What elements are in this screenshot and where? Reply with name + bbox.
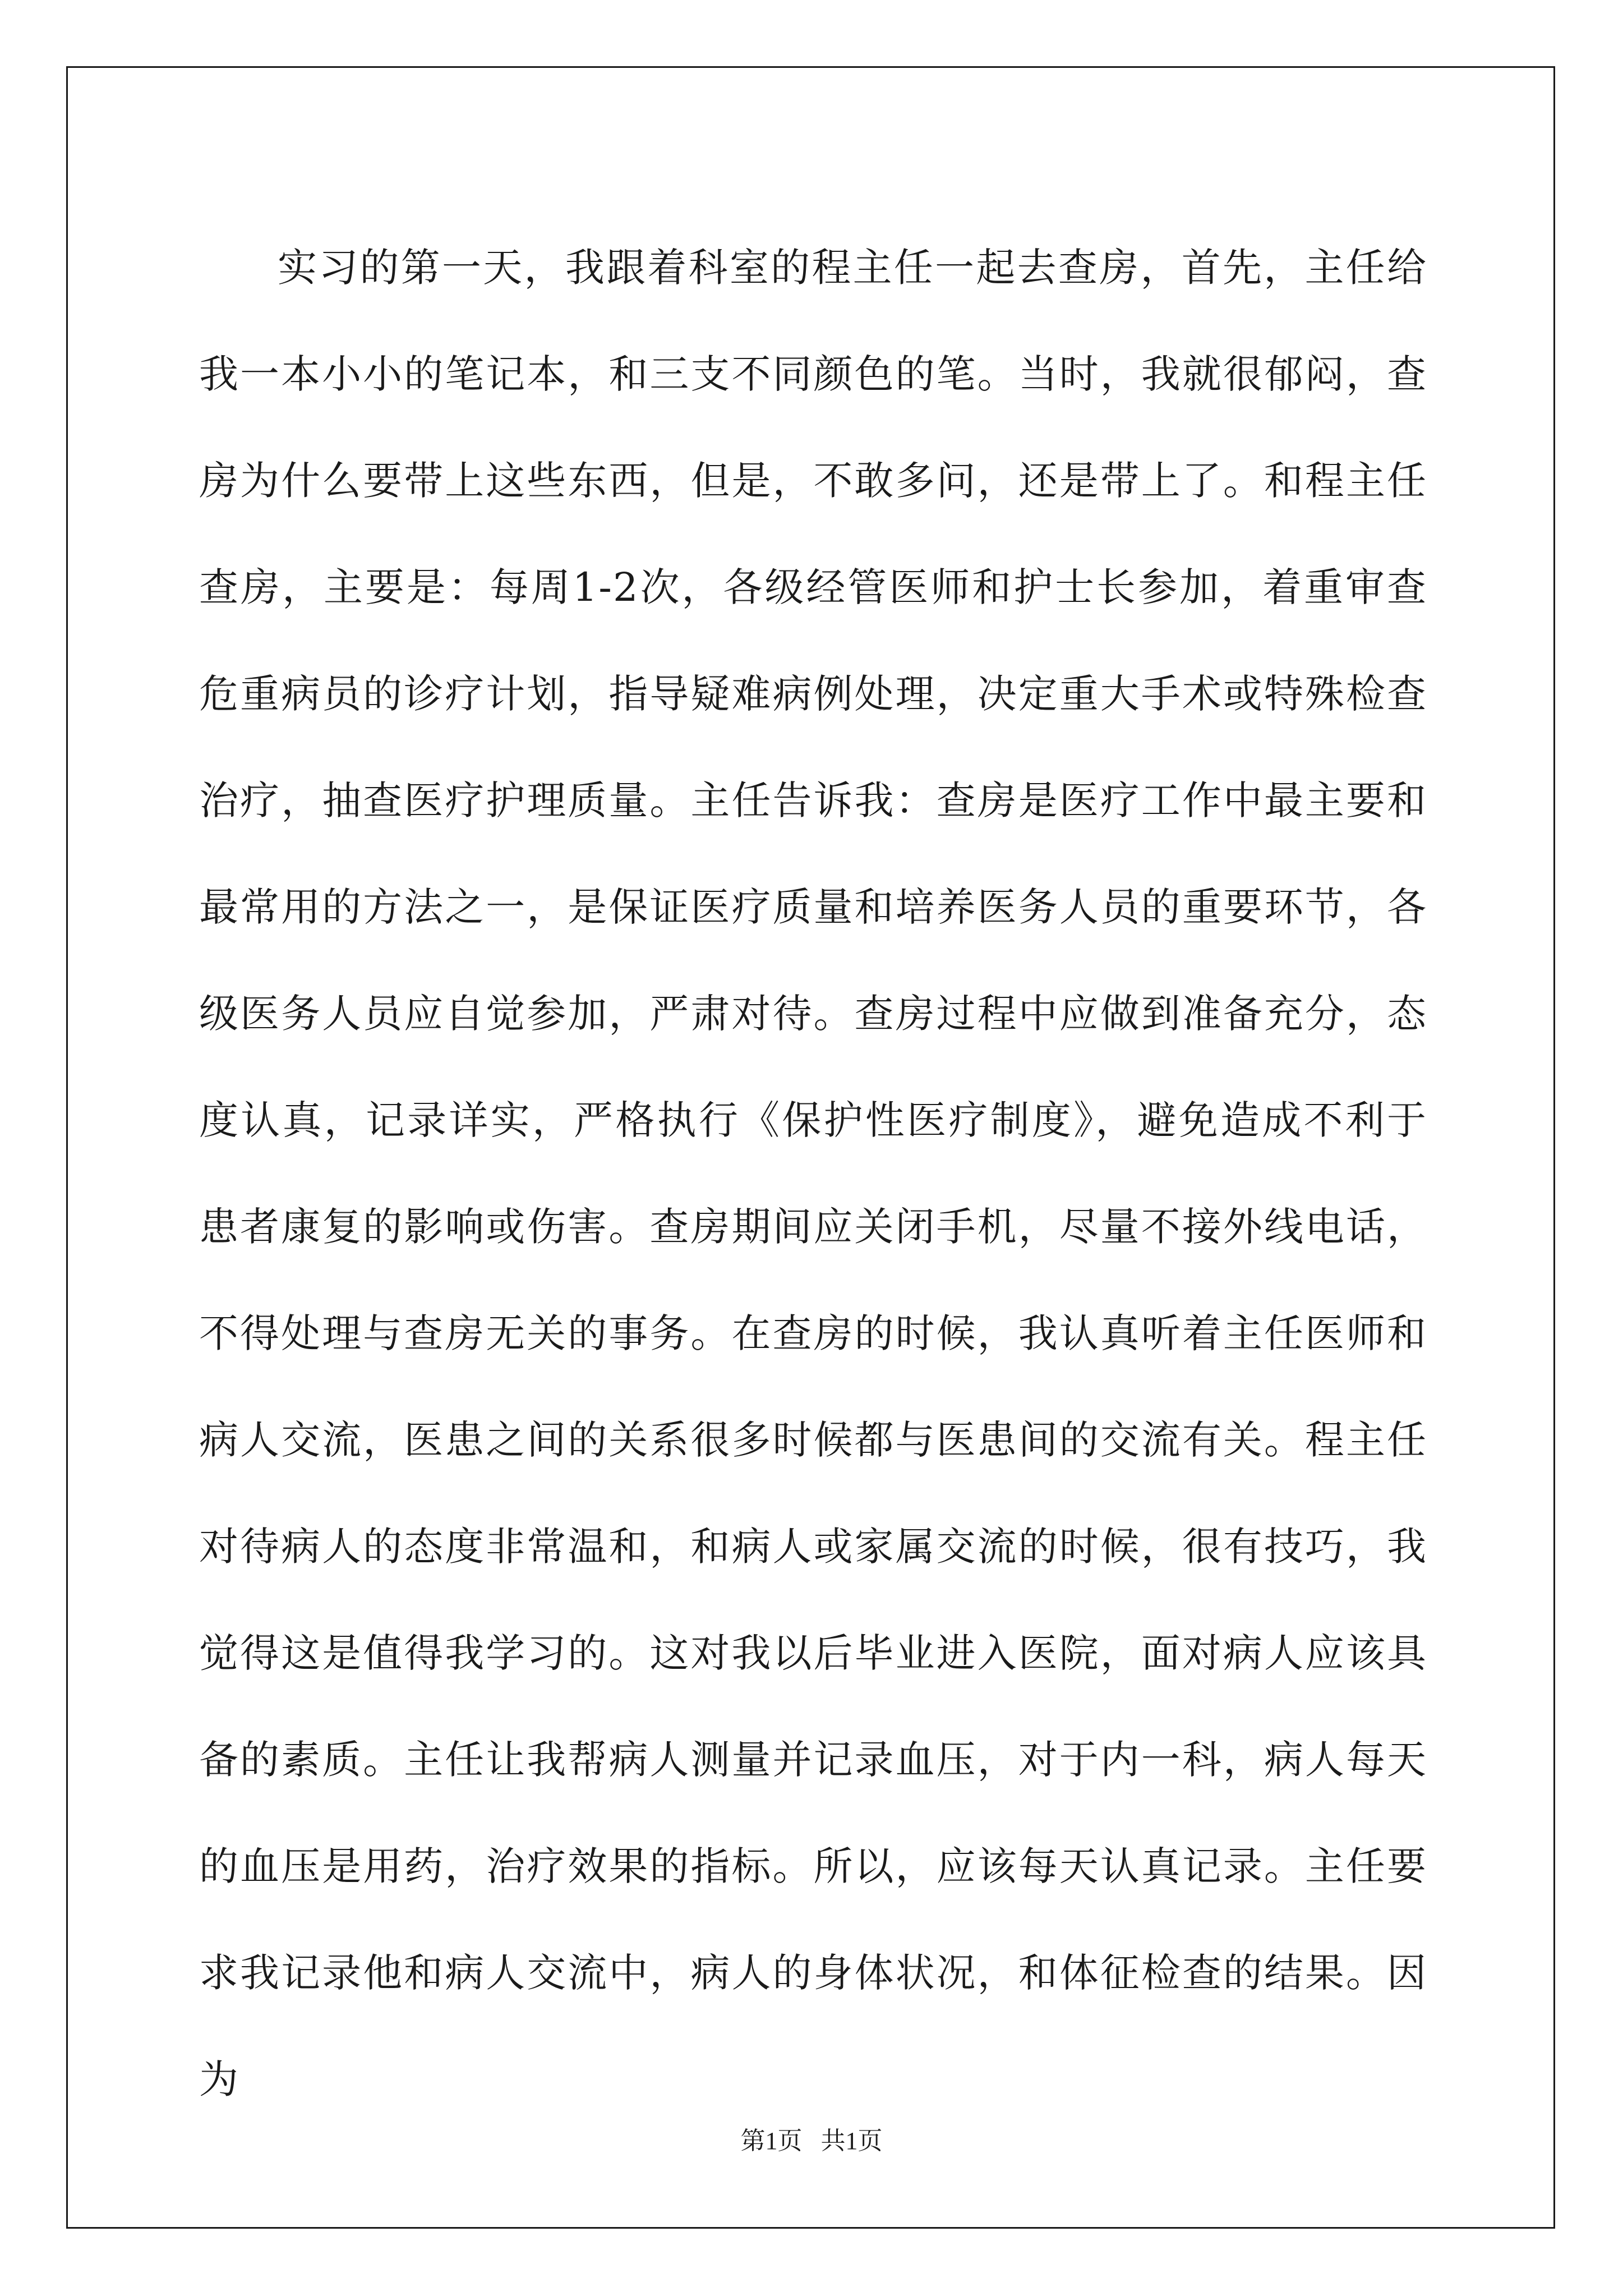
page-number-footer: 第1页 共1页: [740, 2127, 883, 2155]
body-paragraph: 实习的第一天，我跟着科室的程主任一起去查房，首先，主任给我一本小小的笔记本，和三支不同颜色的笔。当时，我就很郁闷，查房为什么要带上这些东西，但是，不敢多问，还是带上了。和程主任查房，主要是：每周1-2次，各级经管医师和护士长参加，着重审查危重病员的诊疗计划，指导疑难病例处理，决定重大手术或特殊检查治疗，抽查医疗护理质量。主任告诉我：查房是医疗工作中最主要和最常用的方法之一，是保证医疗质量和培养医务人员的重要环节，各级医务人员应自觉参加，严肃对待。查房过程中应做到准备充分，态度认真，记录详实，严格执行《保护性医疗制度》，避免造成不利于患者康复的影响或伤害。查房期间应关闭手机，尽量不接外线电话，不得处理与查房无关的事务。在查房的时候，我认真听着主任医师和病人交流，医患之间的关系很多时候都与医患间的交流有关。程主任对待病人的态度非常温和，和病人或家属交流的时候，很有技巧，我觉得这是值得我学习的。这对我以后毕业进入医院，面对病人应该具备的素质。主任让我帮病人测量并记录血压，对于内一科，病人每天的血压是用药，治疗效果的指标。所以，应该每天认真记录。主任要求我记录他和病人交流中，病人的身体状况，和体征检查的结果。因为: [199, 245, 1427, 2102]
